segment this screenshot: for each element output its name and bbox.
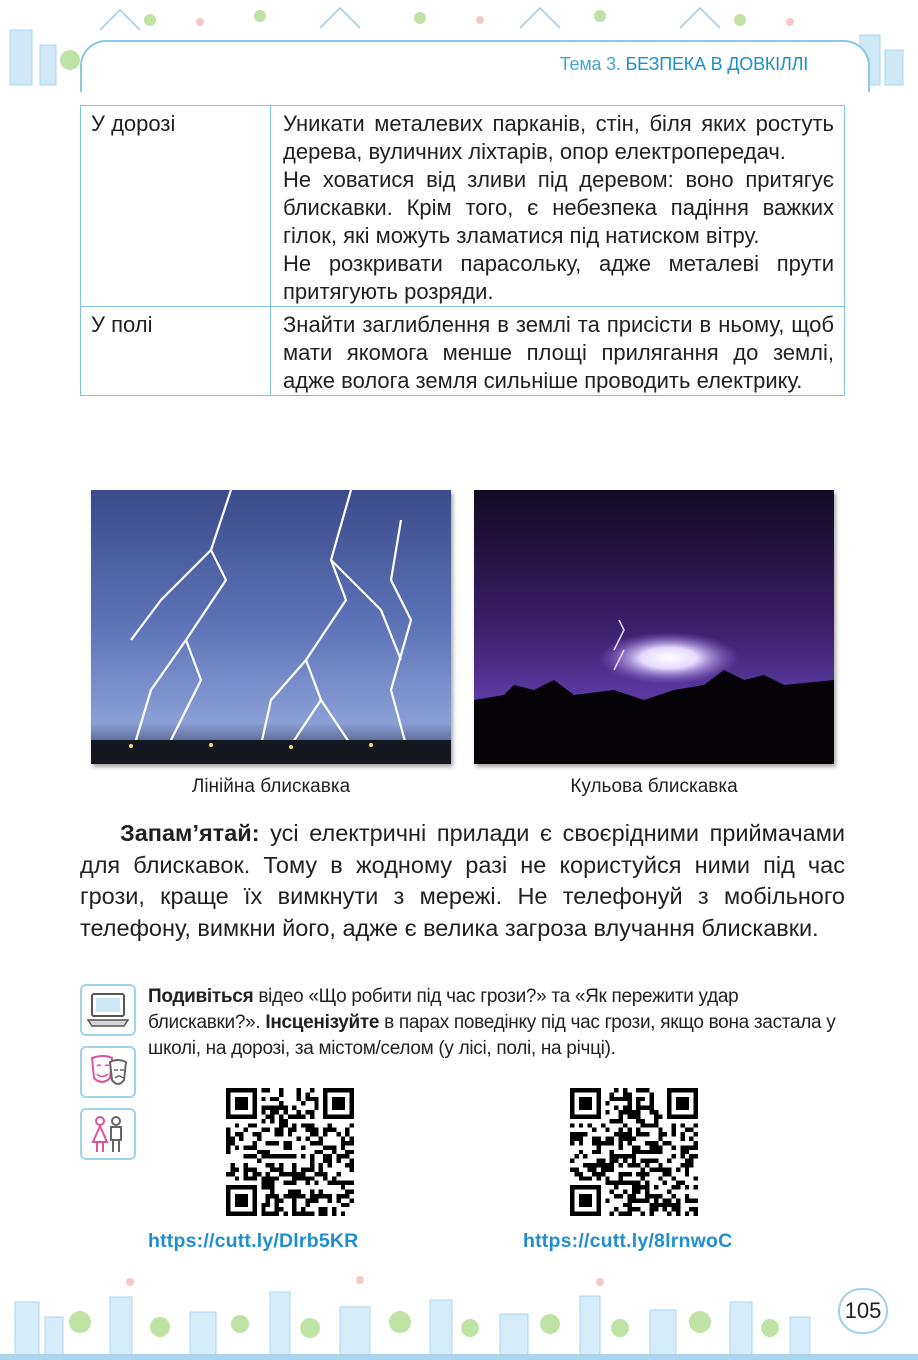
advice-cell [271, 307, 845, 396]
running-header [560, 54, 808, 75]
advice-text: Не розкривати парасольку, адже металеві прути притягують розряди. [283, 251, 834, 304]
table-row [81, 307, 845, 396]
qr-code-left[interactable] [226, 1088, 354, 1216]
page-number: 105 [838, 1288, 888, 1334]
linear-lightning-photo [91, 490, 451, 764]
stage-lead: Інсценізуйте [265, 1012, 380, 1033]
topic-number: Тема 3. [559, 54, 621, 74]
laptop-icon [80, 984, 136, 1036]
remember-lead: Запам’ятай: [120, 820, 260, 846]
watch-lead: Подивіться [148, 986, 254, 1007]
safety-rules-table [80, 105, 845, 396]
table-row [81, 106, 845, 307]
stage-text: в парах поведінку під час грози, якщо вона застала у школі, на дорозі, за містом/селом (у лісі, полі, на річці). [148, 1012, 836, 1059]
activity-instructions [148, 984, 848, 1062]
video-link-right[interactable]: https://cutt.ly/8lrnwoC [523, 1230, 733, 1252]
advice-text: Уникати металевих парканів, стін, біля яких ростуть дерева, вуличних ліхтарів, опор електропередач. [283, 111, 834, 164]
theatre-masks-icon [80, 1046, 136, 1098]
place-cell: У полі [81, 307, 271, 396]
advice-text: Не ховатися від зливи під деревом: воно притягує блискавки. Крім того, є небезпека падіння важких гілок, які можуть зламатися під натиском вітру. [283, 167, 834, 248]
advice-cell [271, 106, 845, 307]
video-link-left[interactable]: https://cutt.ly/Dlrb5KR [148, 1230, 359, 1252]
advice-text: Знайти заглиблення в землі та присісти в ньому, щоб мати якомога менше площі прилягання до землі, адже волога земля сильніше проводить електрику. [283, 312, 834, 393]
pair-work-icon [80, 1108, 136, 1160]
ball-lightning-photo [474, 490, 834, 764]
place-cell: У дорозі [81, 106, 271, 307]
linear-lightning-caption: Лінійна блискавка [191, 776, 351, 797]
remember-paragraph [80, 818, 845, 944]
topic-title: БЕЗПЕКА В ДОВКІЛЛІ [625, 54, 808, 74]
ball-lightning-caption: Кульова блискавка [570, 776, 738, 797]
qr-code-right[interactable] [570, 1088, 698, 1216]
watch-text: відео «Що робити під час грози?» та «Як пережити удар блискавки?». [148, 986, 739, 1033]
decorative-city-border-bottom [0, 1262, 918, 1360]
remember-text: усі електричні прилади є своєрідними приймачами для блискавок. Тому в жодному разі не користуйся ними під час грози, краще їх вимкнути з мережі. Не телефонуй з мобільного телефону, вимкни його, адже є велика загроза влучання блискавки. [80, 820, 845, 941]
